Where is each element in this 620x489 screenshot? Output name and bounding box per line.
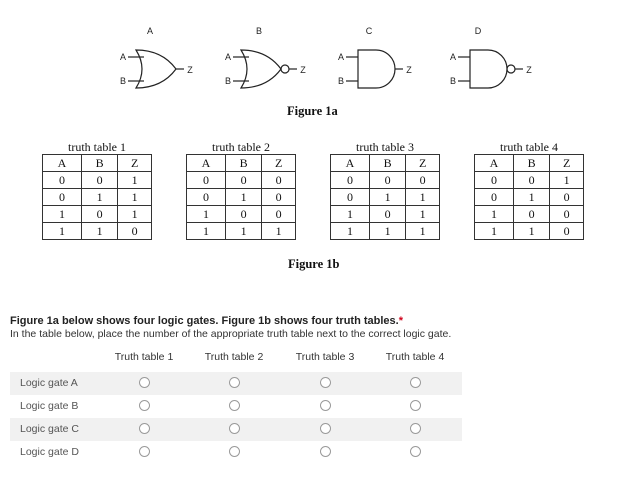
truth-table-header-cell: A	[475, 155, 514, 172]
truth-table-cell: 1	[43, 206, 82, 223]
required-marker: *	[398, 315, 403, 327]
truth-table-cell: 0	[43, 172, 82, 189]
truth-table-cell: 1	[406, 206, 440, 223]
gate-input-label: A	[119, 52, 127, 62]
truth-table-header-cell: B	[370, 155, 406, 172]
truth-table-cell: 0	[226, 206, 262, 223]
truth-table-cell: 0	[43, 189, 82, 206]
figure-1a-caption: Figure 1a	[287, 104, 338, 118]
grid-row-logic-gate-b	[10, 395, 462, 418]
truth-table-cell: 0	[262, 206, 296, 223]
truth-table-1	[42, 140, 152, 240]
column-header-truth-table-1: Truth table 1	[114, 351, 174, 363]
truth-table-2	[186, 140, 296, 240]
truth-table-cell: 0	[262, 172, 296, 189]
truth-table-row	[187, 189, 296, 206]
gate-body-nand	[470, 50, 507, 88]
row-label: Logic gate A	[20, 377, 78, 389]
gate-output-label: Z	[187, 65, 193, 75]
grid-row-logic-gate-c	[10, 418, 462, 441]
truth-table-cell: 1	[331, 223, 370, 240]
column-header-truth-table-4: Truth table 4	[385, 351, 445, 363]
gate-letter-c: C	[365, 26, 373, 36]
truth-table-row	[331, 206, 440, 223]
truth-table-cell: 1	[370, 223, 406, 240]
truth-table-cell: 1	[406, 223, 440, 240]
truth-table-4	[474, 140, 584, 240]
gate-body-and	[358, 50, 395, 88]
row-label: Logic gate B	[20, 400, 79, 412]
truth-table-header-cell: B	[82, 155, 118, 172]
truth-table-cell: 0	[475, 172, 514, 189]
truth-table-cell: 0	[82, 206, 118, 223]
truth-table-grid	[42, 154, 152, 240]
truth-table-cell: 1	[118, 172, 152, 189]
truth-table-cell: 1	[370, 189, 406, 206]
truth-table-row	[331, 189, 440, 206]
truth-table-cell: 0	[187, 172, 226, 189]
truth-table-cell: 1	[406, 189, 440, 206]
truth-table-cell: 0	[262, 189, 296, 206]
truth-table-cell: 1	[514, 223, 550, 240]
radio-gate-d-table-2[interactable]	[229, 446, 240, 457]
column-header-truth-table-2: Truth table 2	[204, 351, 264, 363]
question-header	[10, 315, 610, 341]
truth-table-grid	[474, 154, 584, 240]
truth-table-3	[330, 140, 440, 240]
truth-table-row	[43, 189, 152, 206]
row-label: Logic gate C	[20, 423, 79, 435]
truth-table-header-cell: Z	[262, 155, 296, 172]
truth-table-cell: 1	[475, 206, 514, 223]
gate-input-label: A	[337, 52, 345, 62]
truth-table-grid	[330, 154, 440, 240]
truth-table-row	[331, 172, 440, 189]
truth-table-cell: 1	[187, 206, 226, 223]
truth-table-row	[43, 223, 152, 240]
truth-table-cell: 1	[118, 189, 152, 206]
radio-gate-a-table-1[interactable]	[139, 377, 150, 388]
truth-table-cell: 0	[331, 189, 370, 206]
gate-output-label: Z	[526, 65, 532, 75]
truth-table-header-cell: A	[331, 155, 370, 172]
gate-letter-d: D	[474, 26, 482, 36]
radio-gate-d-table-3[interactable]	[320, 446, 331, 457]
truth-table-header-cell: B	[514, 155, 550, 172]
truth-table-cell: 1	[82, 223, 118, 240]
question-instructions: In the table below, place the number of the appropriate truth table next to the correct logic gate.	[10, 328, 452, 340]
gate-input-label: A	[224, 52, 232, 62]
truth-table-cell: 0	[406, 172, 440, 189]
column-header-truth-table-3: Truth table 3	[295, 351, 355, 363]
truth-table-row	[43, 172, 152, 189]
gate-output-label: Z	[406, 65, 412, 75]
truth-table-cell: 0	[187, 189, 226, 206]
truth-table-cell: 0	[226, 172, 262, 189]
gate-letter-b: B	[255, 26, 263, 36]
radio-gate-a-table-2[interactable]	[229, 377, 240, 388]
truth-table-row	[475, 172, 584, 189]
truth-table-cell: 1	[187, 223, 226, 240]
truth-table-title: truth table 3	[356, 140, 414, 154]
question-title: Figure 1a below shows four logic gates. Figure 1b shows four truth tables.*	[10, 315, 403, 327]
figure-1b-caption: Figure 1b	[288, 257, 340, 271]
truth-table-cell: 0	[475, 189, 514, 206]
grid-row-logic-gate-d	[10, 441, 462, 464]
answer-grid-header	[10, 348, 462, 372]
truth-table-cell: 1	[262, 223, 296, 240]
radio-gate-c-table-4[interactable]	[410, 423, 421, 434]
truth-table-cell: 0	[370, 172, 406, 189]
truth-table-header-cell: Z	[550, 155, 584, 172]
gate-input-label: A	[449, 52, 457, 62]
truth-table-cell: 1	[43, 223, 82, 240]
truth-table-row	[43, 206, 152, 223]
truth-table-cell: 0	[331, 172, 370, 189]
grid-row-logic-gate-a	[10, 372, 462, 395]
truth-table-header-cell: A	[187, 155, 226, 172]
truth-table-cell: 0	[82, 172, 118, 189]
row-label: Logic gate D	[20, 446, 79, 458]
gate-letter-a: A	[146, 26, 154, 36]
gate-inversion-bubble	[281, 65, 289, 73]
radio-gate-c-table-2[interactable]	[229, 423, 240, 434]
truth-table-cell: 0	[514, 206, 550, 223]
truth-table-cell: 0	[514, 172, 550, 189]
truth-table-header-cell: A	[43, 155, 82, 172]
truth-table-cell: 1	[331, 206, 370, 223]
radio-gate-a-table-4[interactable]	[410, 377, 421, 388]
gate-inversion-bubble	[507, 65, 515, 73]
truth-table-grid	[186, 154, 296, 240]
gate-input-label: B	[449, 76, 457, 86]
radio-gate-c-table-3[interactable]	[320, 423, 331, 434]
truth-table-row	[187, 172, 296, 189]
truth-table-cell: 1	[514, 189, 550, 206]
radio-gate-b-table-1[interactable]	[139, 400, 150, 411]
gate-input-label: B	[224, 76, 232, 86]
truth-table-cell: 1	[118, 206, 152, 223]
gate-body-nor	[241, 50, 281, 88]
truth-table-title: truth table 1	[68, 140, 126, 154]
truth-table-cell: 1	[82, 189, 118, 206]
radio-gate-d-table-1[interactable]	[139, 446, 150, 457]
truth-table-header-cell: Z	[118, 155, 152, 172]
gate-input-label: B	[337, 76, 345, 86]
gate-input-label: B	[119, 76, 127, 86]
truth-table-cell: 0	[550, 189, 584, 206]
radio-gate-c-table-1[interactable]	[139, 423, 150, 434]
truth-table-header-cell: B	[226, 155, 262, 172]
radio-gate-a-table-3[interactable]	[320, 377, 331, 388]
truth-table-cell: 0	[550, 206, 584, 223]
truth-table-row	[475, 206, 584, 223]
truth-table-cell: 1	[475, 223, 514, 240]
truth-table-cell: 0	[550, 223, 584, 240]
truth-table-cell: 0	[118, 223, 152, 240]
truth-table-row	[331, 223, 440, 240]
radio-gate-b-table-3[interactable]	[320, 400, 331, 411]
answer-grid	[10, 348, 462, 464]
truth-table-cell: 0	[370, 206, 406, 223]
truth-table-title: truth table 2	[212, 140, 270, 154]
gate-body-or	[136, 50, 176, 88]
truth-table-title: truth table 4	[500, 140, 558, 154]
radio-gate-b-table-2[interactable]	[229, 400, 240, 411]
truth-table-cell: 1	[550, 172, 584, 189]
truth-table-row	[187, 206, 296, 223]
radio-gate-b-table-4[interactable]	[410, 400, 421, 411]
truth-table-row	[475, 223, 584, 240]
truth-table-row	[187, 223, 296, 240]
truth-table-cell: 1	[226, 223, 262, 240]
radio-gate-d-table-4[interactable]	[410, 446, 421, 457]
truth-table-row	[475, 189, 584, 206]
truth-table-header-cell: Z	[406, 155, 440, 172]
truth-table-cell: 1	[226, 189, 262, 206]
gate-output-label: Z	[300, 65, 306, 75]
